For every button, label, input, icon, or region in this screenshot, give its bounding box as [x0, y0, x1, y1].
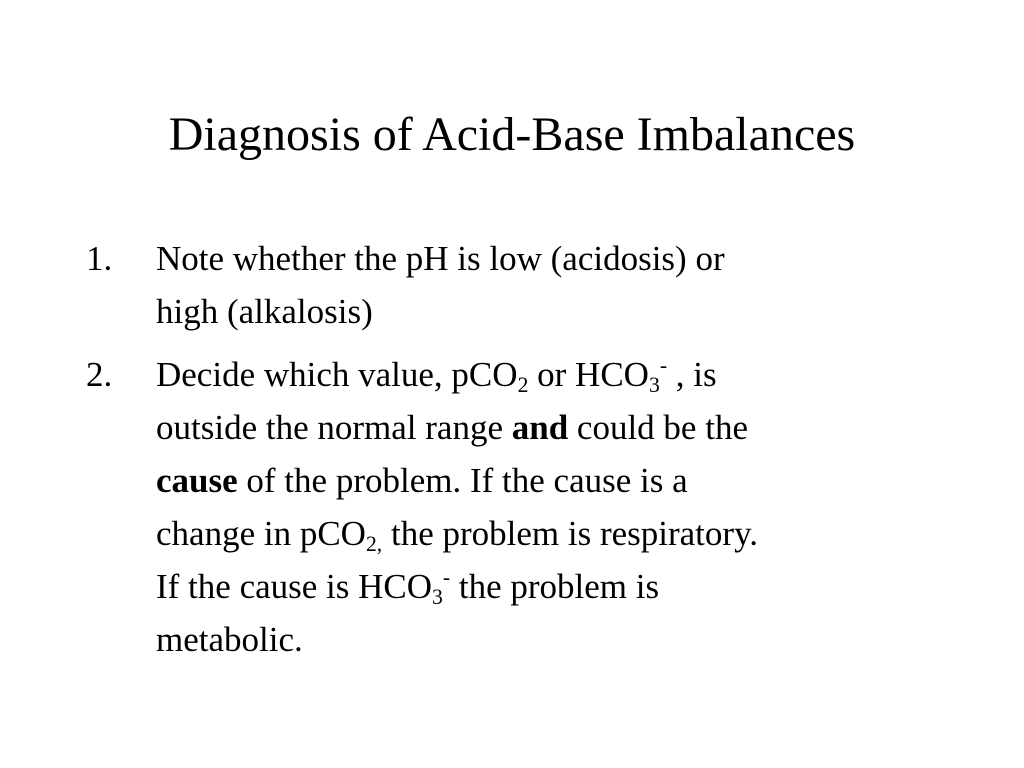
item-2-line-5 [156, 560, 966, 613]
slide-title: Diagnosis of Acid-Base Imbalances [168, 108, 856, 161]
item-1-line-1: Note whether the pH is low (acidosis) or [156, 239, 725, 278]
item-2-line-1 [156, 348, 966, 401]
list-item-1 [86, 232, 966, 338]
subscript: 2 [517, 373, 529, 398]
text-run: the problem is respiratory. [382, 514, 759, 553]
text-run: If the cause is HCO [156, 567, 433, 606]
numbered-list [86, 232, 966, 676]
bold-text: cause [156, 461, 238, 500]
text-run: change in pCO [156, 514, 366, 553]
item-1-line-2: high (alkalosis) [156, 292, 373, 331]
subscript: 3 [432, 585, 443, 610]
list-number: 1. [86, 239, 113, 278]
text-run: the problem is [450, 567, 660, 606]
bold-text: and [511, 408, 569, 447]
subscript: 2, [365, 532, 383, 557]
text-run: could be the [568, 408, 748, 447]
superscript: - [442, 565, 451, 590]
text-run: or HCO [528, 355, 649, 394]
text-run: outside the normal range [156, 408, 512, 447]
item-2-line-6: metabolic. [156, 620, 303, 659]
item-2-line-3 [156, 454, 966, 507]
superscript: - [659, 353, 668, 378]
text-run: Decide which value, pCO [156, 355, 518, 394]
text-run: , is [667, 355, 717, 394]
item-2-line-4 [156, 507, 966, 560]
list-number: 2. [86, 355, 113, 394]
item-2-line-2 [156, 401, 966, 454]
list-item-2 [86, 348, 966, 666]
subscript: 3 [648, 373, 660, 398]
text-run: of the problem. If the cause is a [237, 461, 688, 500]
